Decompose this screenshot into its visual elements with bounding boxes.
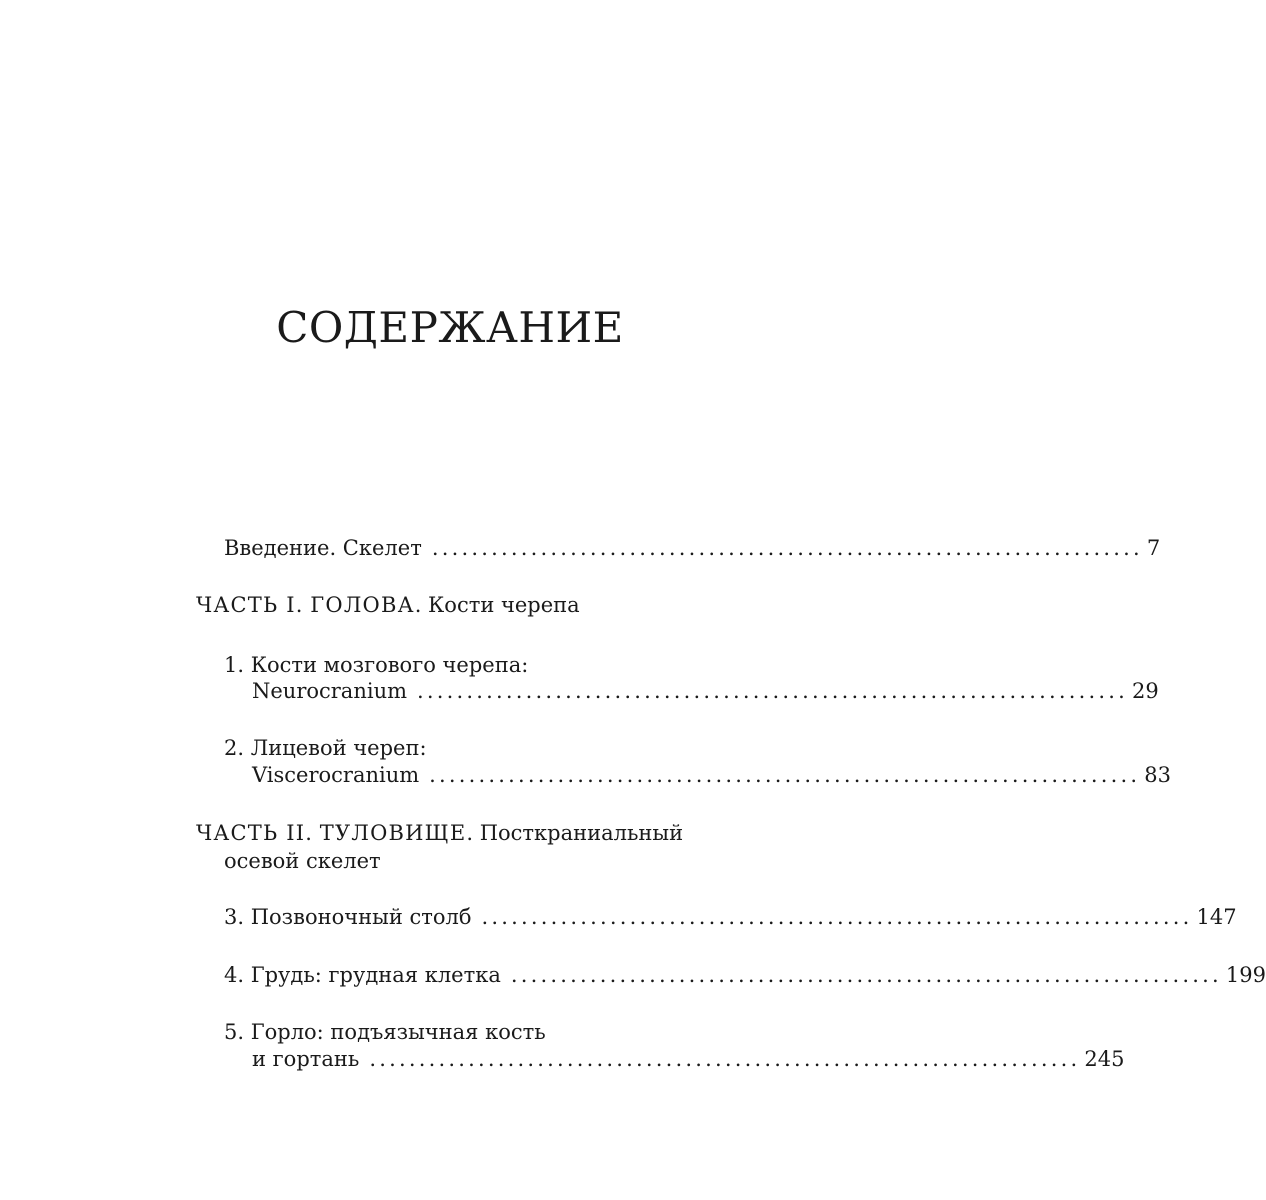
toc-entry-ch4[interactable] <box>224 960 1266 990</box>
leader-dots: ........................................................................ <box>481 905 1193 929</box>
toc-entry-page: 245 <box>1084 1047 1125 1071</box>
part-name: ТУЛОВИЩЕ <box>319 821 467 845</box>
toc-entry-ch3[interactable] <box>224 902 1237 932</box>
toc-entry-label: Viscerocranium <box>252 763 420 787</box>
toc-entry-page: 199 <box>1225 963 1266 987</box>
toc-entry-label: Введение. Скелет <box>224 536 422 560</box>
toc-part-heading-1[interactable] <box>196 590 580 620</box>
part-prefix: ЧАСТЬ I. <box>196 593 304 617</box>
toc-entry-ch2-line1[interactable]: 2. Лицевой череп: <box>224 736 427 760</box>
part-subtitle: . Кости черепа <box>414 593 580 617</box>
toc-part-heading-2[interactable] <box>196 818 683 848</box>
toc-part-heading-2-line2: осевой скелет <box>224 849 381 873</box>
toc-entry-ch1-line1[interactable]: 1. Кости мозгового черепа: <box>224 653 529 677</box>
toc-entry-page: 147 <box>1196 905 1237 929</box>
leader-dots: ........................................................................ <box>417 679 1129 703</box>
toc-entry-ch2[interactable] <box>252 760 1171 790</box>
toc-entry-page: 7 <box>1146 536 1161 560</box>
leader-dots: ........................................................................ <box>369 1047 1081 1071</box>
toc-entry-intro[interactable] <box>224 533 1161 563</box>
toc-entry-ch1[interactable] <box>252 676 1159 706</box>
toc-entry-label: 4. Грудь: грудная клетка <box>224 963 501 987</box>
part-subtitle: . Посткраниальный <box>466 821 684 845</box>
toc-entry-page: 83 <box>1144 763 1171 787</box>
toc-entry-label: и гортань <box>252 1047 360 1071</box>
toc-entry-ch5-line1[interactable]: 5. Горло: подъязычная кость <box>224 1020 546 1044</box>
leader-dots: ........................................................................ <box>431 536 1143 560</box>
toc-entry-ch5[interactable] <box>252 1044 1125 1074</box>
toc-entry-label: Neurocranium <box>252 679 408 703</box>
toc-entry-page: 29 <box>1132 679 1159 703</box>
part-name: ГОЛОВА <box>310 593 415 617</box>
leader-dots: ........................................................................ <box>510 963 1222 987</box>
toc-entry-label: 3. Позвоночный столб <box>224 905 472 929</box>
leader-dots: ........................................................................ <box>429 763 1141 787</box>
page-title: СОДЕРЖАНИЕ <box>276 303 624 352</box>
part-prefix: ЧАСТЬ II. <box>196 821 314 845</box>
